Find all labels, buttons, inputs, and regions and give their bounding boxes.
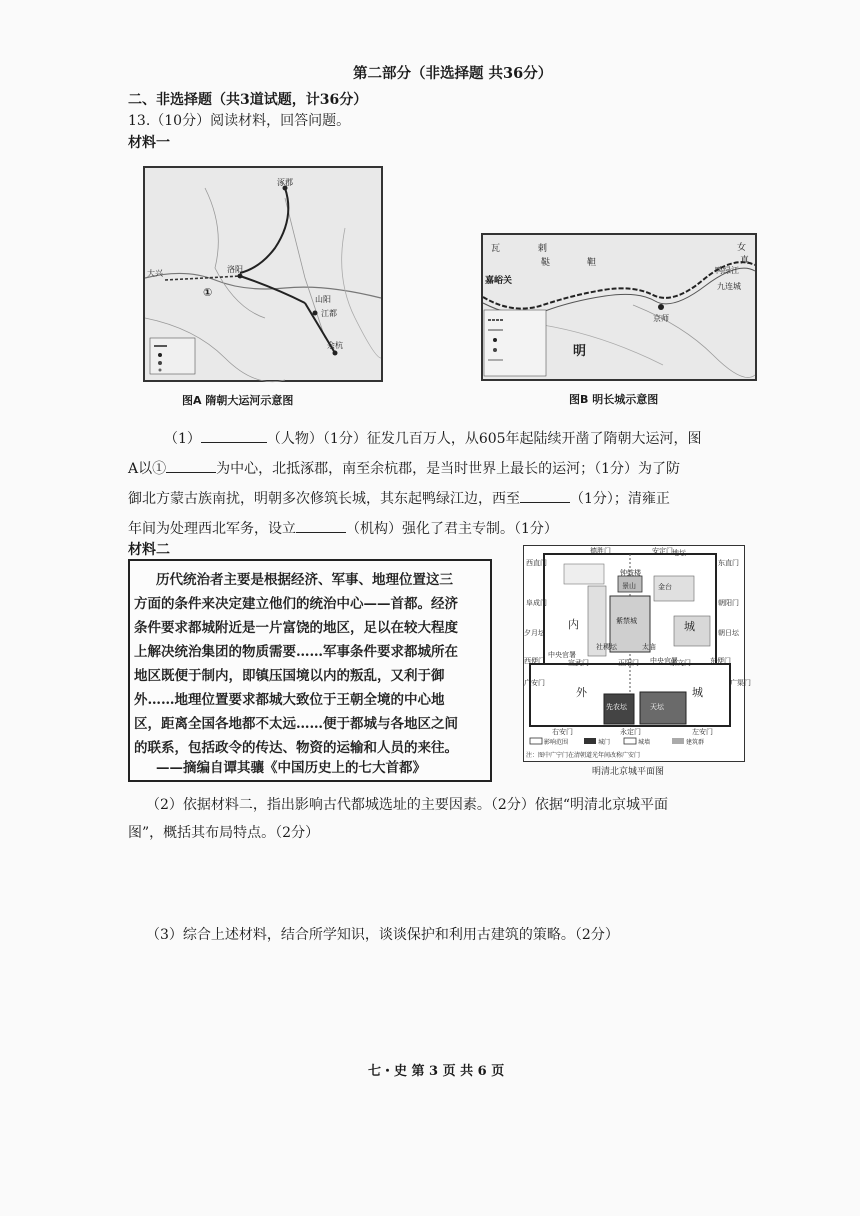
part3-line1: （3）综合上述材料，结合所学知识，谈谈保护和利用古建筑的策略。（2分）: [146, 927, 619, 943]
map-label-daxing: 大兴: [147, 269, 163, 278]
material-2-label: 材料二: [128, 542, 170, 558]
part1-line4: [128, 514, 558, 544]
map-label-zhuojun: 涿郡: [277, 178, 293, 187]
gate-chaoyangmen: 朝阳门: [718, 599, 739, 607]
quote-line: 外……地理位置要求都城大致位于王朝全境的中心地: [134, 692, 445, 708]
label-outer: 外: [576, 686, 587, 699]
gate-fuchengmen: 阜成门: [526, 599, 547, 607]
gate-xibianmen: 西便门: [524, 657, 545, 665]
quote-line: 的联系，包括政令的传达、物资的运输和人员的来往。: [134, 740, 458, 756]
label-jingshan: 景山: [622, 582, 636, 590]
part1-line2: [128, 454, 680, 484]
map-label-jiayuguan: 嘉峪关: [485, 276, 513, 286]
great-wall-drawing: [483, 235, 755, 379]
map-marker-1: ①: [203, 286, 213, 299]
ming-great-wall-map: [481, 233, 757, 381]
label-yuetan: 夕月坛: [524, 629, 545, 637]
gate-dongbianmen: 东便门: [710, 657, 731, 665]
gate-guangqumen: 广渠门: [730, 679, 751, 687]
section-title: 二、非选择题（共3道试题，计36分）: [128, 92, 368, 108]
label-ritan: 朝日坛: [718, 629, 739, 637]
gate-yongdingmen: 永定门: [620, 728, 641, 736]
gate-chongwenmen: 崇文门: [670, 659, 691, 667]
map-label-ming: 明: [573, 344, 587, 359]
gate-zuoanmen: 左安门: [692, 728, 713, 736]
answer-blank-person[interactable]: [201, 426, 267, 443]
label-xiannongtan: 先农坛: [606, 703, 627, 711]
part1-line4-b: （机构）强化了君主专制。（1分）: [346, 521, 558, 537]
label-inner-city: 城: [684, 620, 695, 633]
map-label-yalujiang: 鸭绿江: [715, 266, 739, 275]
part1-line2-a: A以①: [128, 461, 167, 477]
part1-line1-a: （1）: [164, 431, 201, 447]
part2-line2: 图”，概括其布局特点。（2分）: [128, 825, 320, 841]
map-label-shanyang: 山阳: [315, 295, 331, 304]
answer-area-part2[interactable]: [128, 848, 748, 918]
part1-line4-a: 年间为处理西北军务，设立: [128, 521, 296, 537]
label-taimiao: 太庙: [642, 643, 656, 651]
legend-item: 建筑群: [686, 739, 705, 746]
map-label-da: 鞑: [541, 258, 551, 268]
map-label-dan: 靼: [587, 258, 597, 268]
quote-line: 条件要求都城附近是一片富饶的地区，足以在较大程度: [134, 620, 458, 636]
answer-area-part3[interactable]: [128, 950, 748, 1050]
answer-blank-institution[interactable]: [296, 516, 346, 533]
gate-deshengmen: 德胜门: [590, 547, 611, 555]
map-a-caption: 图A 隋朝大运河示意图: [182, 394, 294, 407]
label-chenghuangmiao: 中央官署: [548, 651, 576, 659]
material-2-quote: [128, 559, 492, 782]
part-title: 第二部分（非选择题 共36分）: [353, 65, 553, 82]
label-sheji: 社稷坛: [596, 643, 617, 651]
map-note: 注：图中广宁门在清朝道光年间改称广安门: [526, 752, 641, 759]
label-outer-city: 城: [692, 686, 703, 699]
label-inner: 内: [568, 618, 579, 631]
beijing-map-caption: 明清北京城平面图: [592, 767, 665, 777]
part1-line1-b: （人物）（1分）征发几百万人，从605年起陆续开凿了隋朝大运河，图: [266, 431, 702, 447]
gate-xizhimen: 西直门: [526, 559, 547, 567]
label-jintai: 金台: [658, 583, 672, 591]
map-label-nv: 女: [737, 243, 747, 253]
map-label-jiulian: 九连城: [717, 282, 741, 291]
sui-canal-drawing: [145, 168, 381, 380]
map-label-wa: 瓦: [491, 244, 501, 254]
map-label-luoyang: 洛阳: [227, 265, 243, 274]
legend-item: 城门: [598, 739, 611, 746]
beijing-city-plan-map: [523, 545, 751, 762]
quote-line: 历代统治者主要是根据经济、军事、地理位置这三: [156, 572, 453, 588]
sui-grand-canal-map: [143, 166, 383, 382]
gate-guanganmen: 广安门: [524, 679, 545, 687]
gate-andingmen: 安定门: [652, 547, 673, 555]
map-label-la: 剌: [538, 244, 548, 254]
part1-line1: [164, 424, 702, 454]
gate-zhengyangmen: 正阳门: [618, 659, 639, 667]
answer-blank-west-end[interactable]: [520, 486, 570, 503]
quote-line: 区，距离全国各地都不太远……便于都城与各地区之间: [134, 716, 458, 732]
part1-line3-a: 御北方蒙古族南扰，明朝多次修筑长城，其东起鸭绿江边，西至: [128, 491, 520, 507]
quote-source: ——摘编自谭其骧《中国历史上的七大首都》: [156, 760, 426, 776]
legend-item: 城墙: [638, 739, 651, 746]
map-label-zhen: 真: [740, 256, 750, 266]
legend-item: 影响范围: [544, 739, 569, 746]
label-ditan: 地坛: [672, 549, 686, 557]
gate-youanmen: 右安门: [552, 728, 573, 736]
part1-line3-b: （1分）；清雍正: [570, 491, 670, 507]
label-central-offices: 中央官署: [650, 657, 678, 665]
quote-line: 地区既便于制内，即镇压国境以内的叛乱，又利于御: [134, 668, 445, 684]
label-tiantan: 天坛: [650, 703, 664, 711]
label-drum-tower: 钟鼓楼: [620, 569, 641, 577]
page-footer: 七・史 第 3 页 共 6 页: [368, 1064, 505, 1079]
map-label-jingshi: 京师: [653, 314, 669, 323]
part2-line1: （2）依据材料二，指出影响古代都城选址的主要因素。（2分）依据“明清北京城平面: [146, 797, 668, 813]
quote-line: 上解决统治集团的物质需要……军事条件要求都城所在: [134, 644, 458, 660]
material-1-label: 材料一: [128, 135, 170, 151]
map-b-caption: 图B 明长城示意图: [569, 393, 659, 406]
gate-xuanwumen: 宣武门: [568, 659, 589, 667]
map-label-jiangdu: 江都: [321, 309, 337, 318]
label-forbidden-city: 紫禁城: [616, 617, 637, 625]
answer-blank-center[interactable]: [166, 456, 216, 473]
question-stem: 13.（10分）阅读材料，回答问题。: [128, 113, 351, 129]
quote-line: 方面的条件来决定建立他们的统治中心——首都。经济: [134, 596, 458, 612]
map-label-yuhang: 余杭: [327, 341, 343, 350]
gate-dongzhimen: 东直门: [718, 559, 739, 567]
part1-line2-b: 为中心，北抵涿郡，南至余杭郡，是当时世界上最长的运河；（1分）为了防: [216, 461, 681, 477]
part1-line3: [128, 484, 670, 514]
